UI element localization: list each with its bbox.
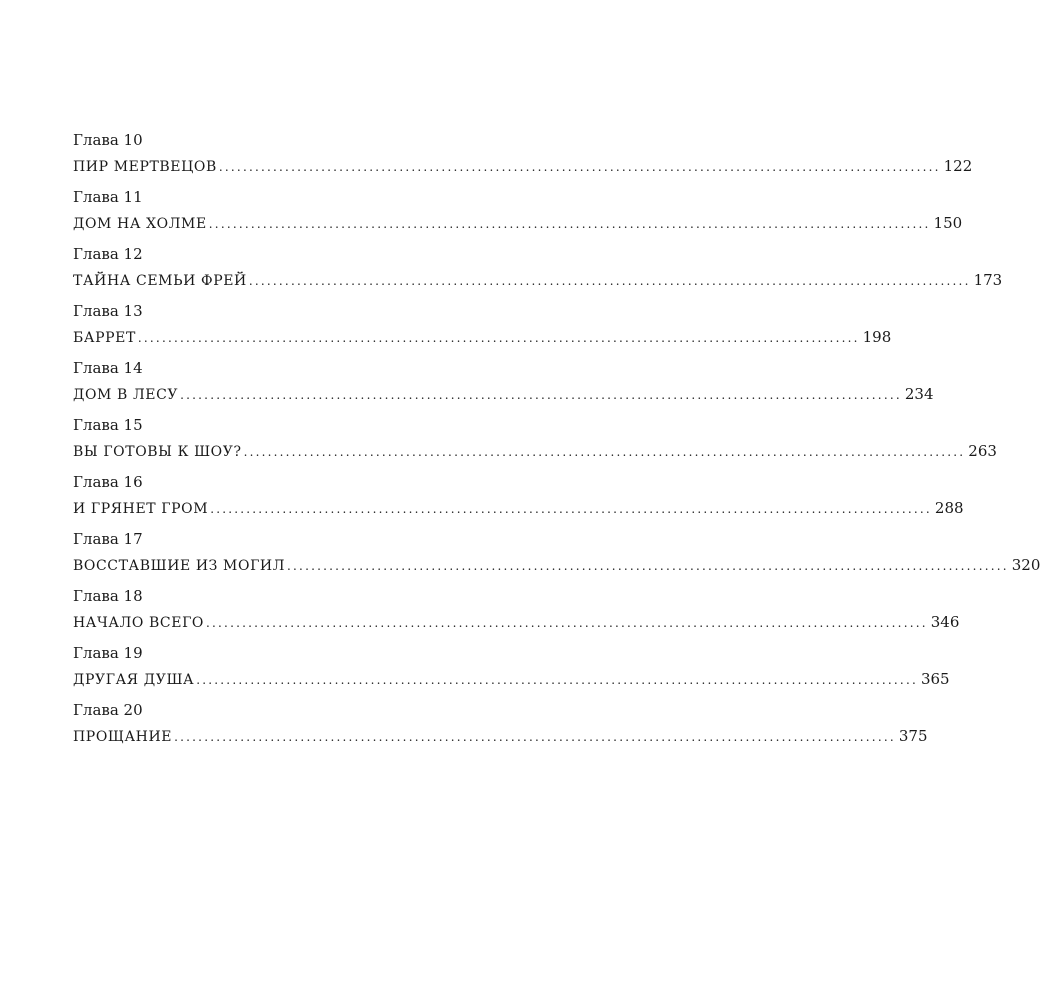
chapter-title: И ГРЯНЕТ ГРОМ <box>73 501 209 517</box>
toc-entry <box>73 301 892 358</box>
page-number: 198 <box>862 328 892 346</box>
chapter-title: ПИР МЕРТВЕЦОВ <box>73 159 217 175</box>
chapter-label: Глава 12 <box>73 245 143 263</box>
chapter-title-row <box>73 441 997 461</box>
chapter-title: БАРРЕТ <box>73 330 136 346</box>
chapter-title: ДОМ В ЛЕСУ <box>73 387 179 403</box>
page-number: 346 <box>930 613 960 631</box>
toc-entry <box>73 472 964 529</box>
chapter-title-row <box>73 327 892 347</box>
chapter-label: Глава 13 <box>73 302 143 320</box>
chapter-label: Глава 17 <box>73 530 143 548</box>
chapter-title: ВОССТАВШИЕ ИЗ МОГИЛ <box>73 558 286 574</box>
chapter-title: ВЫ ГОТОВЫ К ШОУ? <box>73 444 242 460</box>
dot-leader: ........................................................................................................................ <box>206 616 928 630</box>
toc-entry <box>73 586 960 643</box>
chapter-label: Глава 10 <box>73 131 143 149</box>
chapter-label: Глава 14 <box>73 359 143 377</box>
chapter-title-row <box>73 270 1003 290</box>
chapter-title-row <box>73 555 1040 575</box>
chapter-label: Глава 11 <box>73 188 143 206</box>
dot-leader: ........................................................................................................................ <box>287 559 1009 573</box>
toc-entry <box>73 529 1040 586</box>
dot-leader: ........................................................................................................................ <box>137 331 860 345</box>
toc-entry <box>73 415 997 472</box>
page-number: 365 <box>920 670 950 688</box>
toc-entry <box>73 700 928 757</box>
chapter-title: ТАЙНА СЕМЬИ ФРЕЙ <box>73 273 247 289</box>
toc-entry <box>73 187 963 244</box>
toc-entry <box>73 643 950 700</box>
dot-leader: ........................................................................................................................ <box>196 673 918 687</box>
dot-leader: ........................................................................................................................ <box>243 445 966 459</box>
chapter-label: Глава 15 <box>73 416 143 434</box>
dot-leader: ........................................................................................................................ <box>208 217 931 231</box>
chapter-title-row <box>73 213 963 233</box>
chapter-title: ПРОЩАНИЕ <box>73 729 173 745</box>
chapter-title: ДОМ НА ХОЛМЕ <box>73 216 207 232</box>
page-number: 320 <box>1011 556 1040 574</box>
toc-entry <box>73 130 973 187</box>
table-of-contents <box>73 130 1040 757</box>
dot-leader: ........................................................................................................................ <box>218 160 941 174</box>
page-number: 234 <box>904 385 934 403</box>
dot-leader: ........................................................................................................................ <box>248 274 971 288</box>
page-number: 375 <box>898 727 928 745</box>
chapter-title-row <box>73 384 934 404</box>
chapter-title: ДРУГАЯ ДУША <box>73 672 195 688</box>
page-number: 263 <box>968 442 997 460</box>
chapter-title-row <box>73 498 964 518</box>
chapter-label: Глава 19 <box>73 644 143 662</box>
dot-leader: ........................................................................................................................ <box>210 502 932 516</box>
dot-leader: ........................................................................................................................ <box>174 730 896 744</box>
toc-entry <box>73 358 934 415</box>
chapter-title-row <box>73 669 950 689</box>
chapter-title: НАЧАЛО ВСЕГО <box>73 615 205 631</box>
chapter-label: Глава 18 <box>73 587 143 605</box>
dot-leader: ........................................................................................................................ <box>180 388 902 402</box>
page-number: 173 <box>973 271 1003 289</box>
chapter-label: Глава 20 <box>73 701 143 719</box>
chapter-label: Глава 16 <box>73 473 143 491</box>
chapter-title-row <box>73 726 928 746</box>
toc-entry <box>73 244 1003 301</box>
page-number: 288 <box>934 499 964 517</box>
chapter-title-row <box>73 612 960 632</box>
chapter-title-row <box>73 156 973 176</box>
page-number: 150 <box>933 214 963 232</box>
page-number: 122 <box>943 157 973 175</box>
